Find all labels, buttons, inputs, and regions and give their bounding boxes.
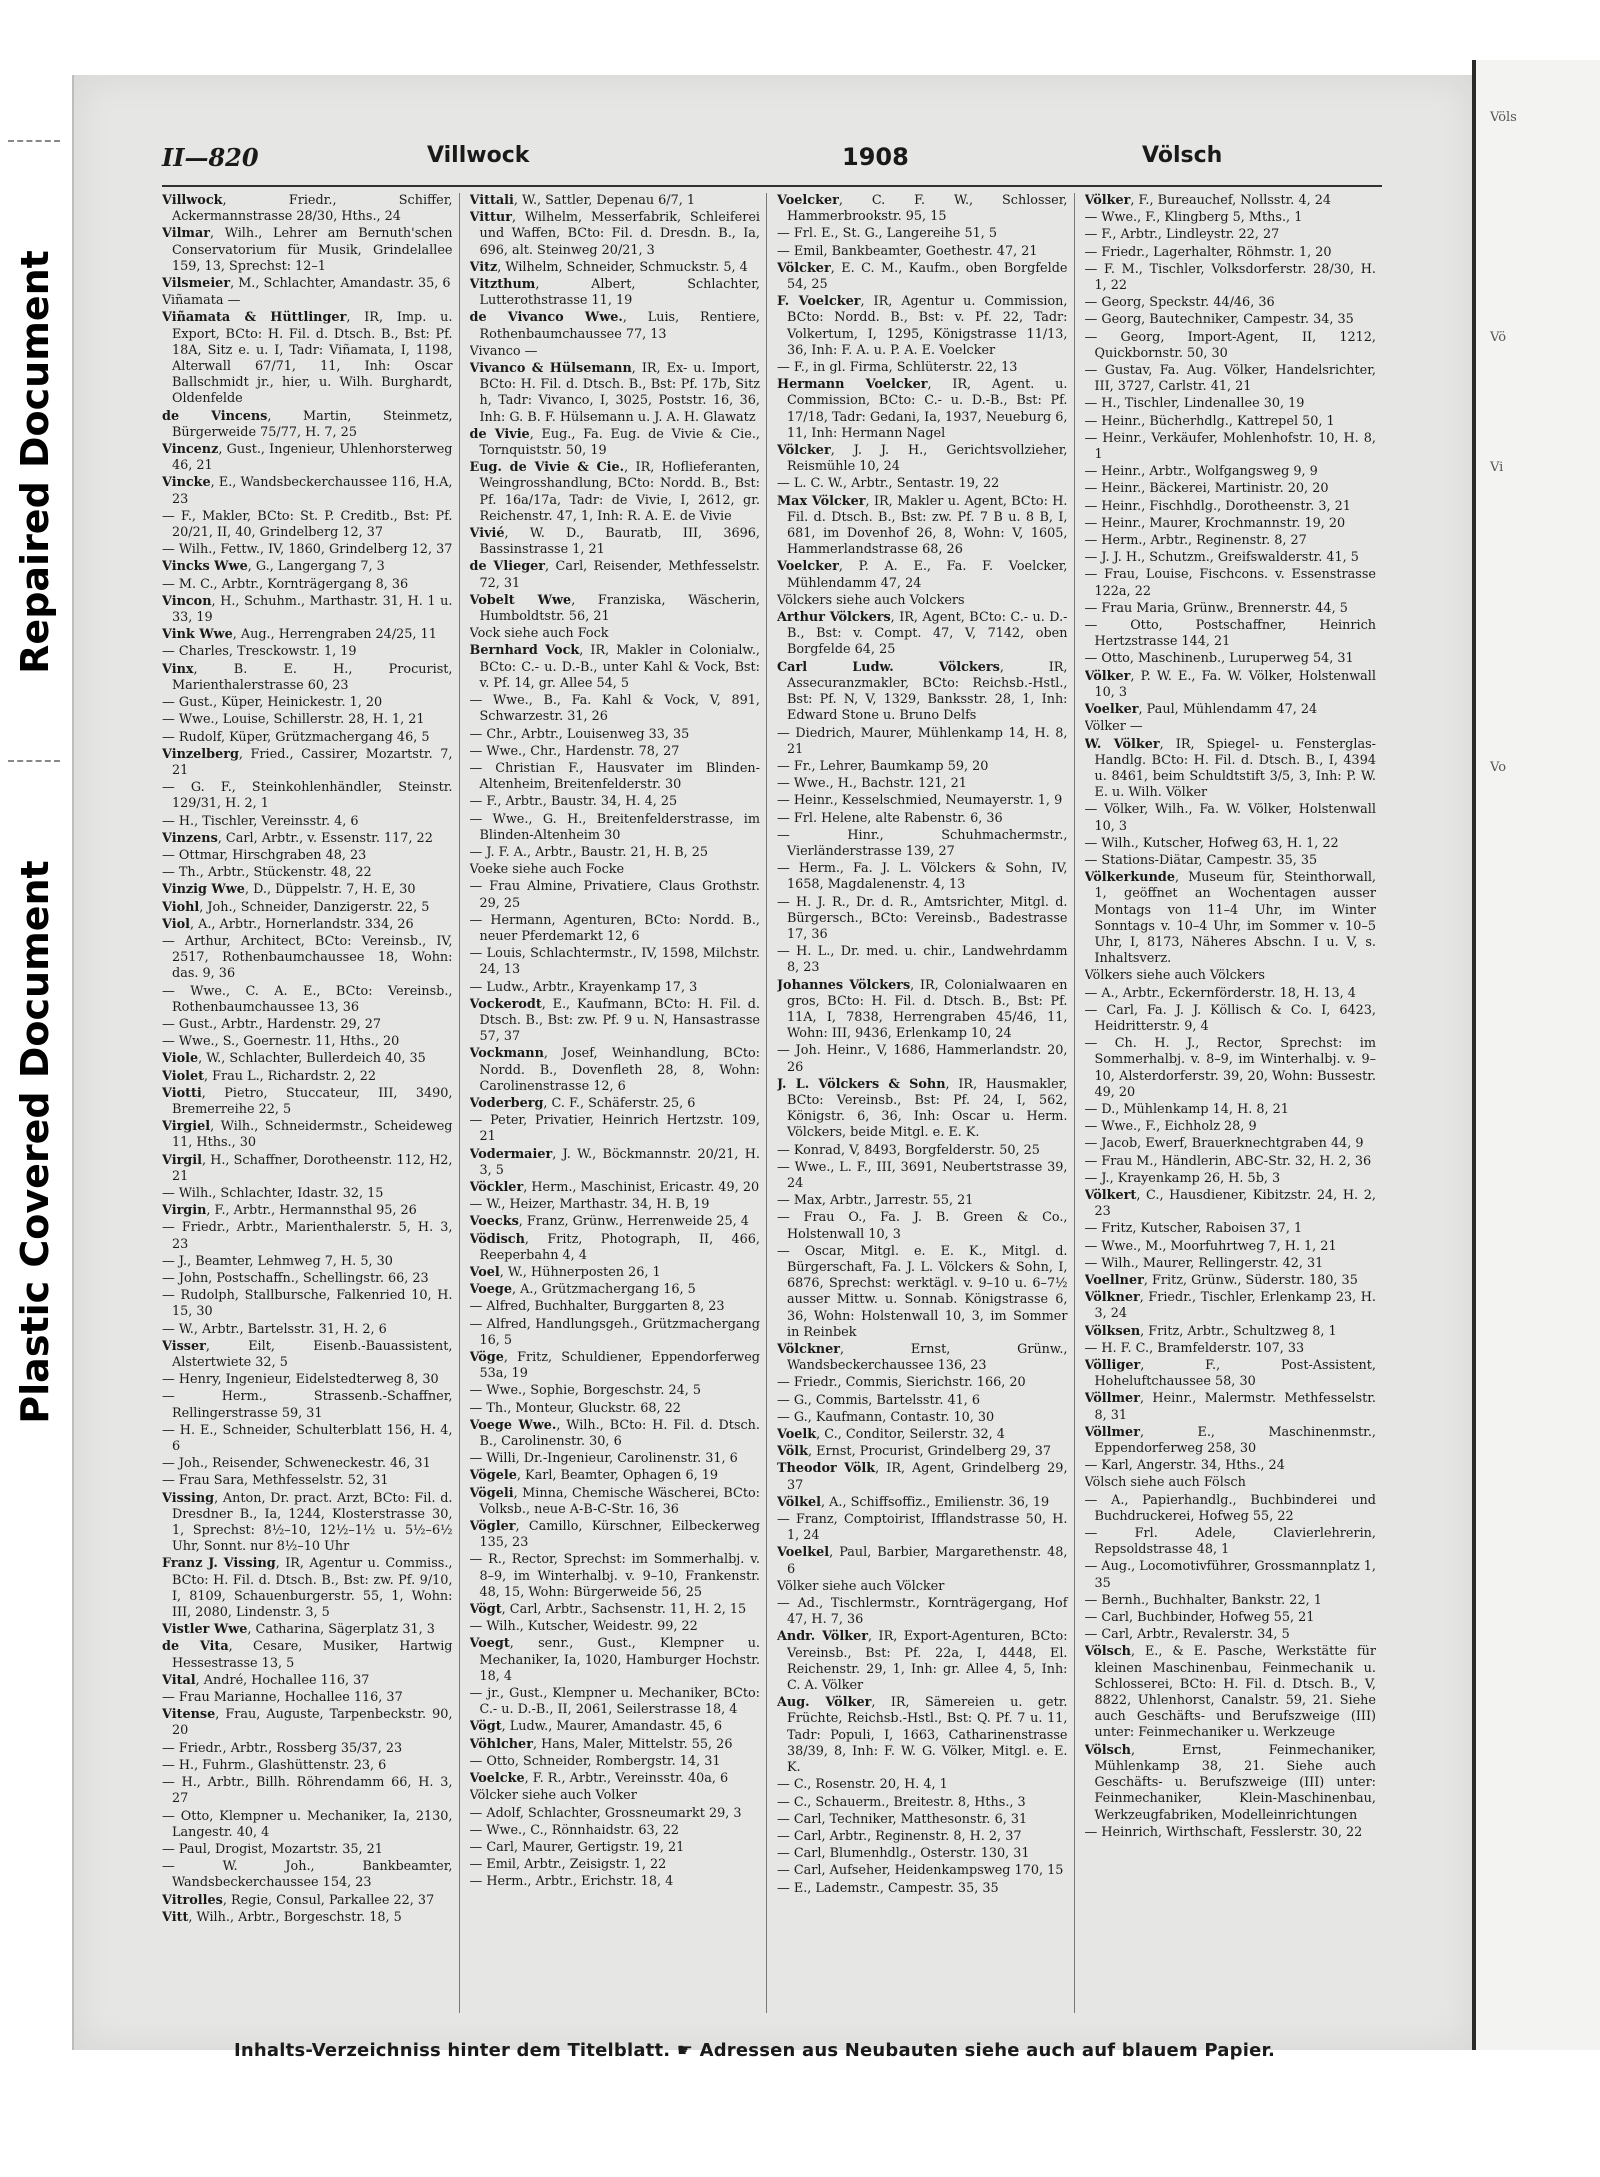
directory-entry: Vitzthum, Albert, Schlachter, Lutterothstrasse 11, 19: [469, 277, 760, 309]
header-first-name: Villwock: [427, 143, 530, 168]
directory-entry: — Adolf, Schlachter, Grossneumarkt 29, 3: [469, 1805, 742, 1821]
directory-entry: Vinzelberg, Fried., Cassirer, Mozartstr. 7, 21: [162, 746, 453, 778]
column-4: [1085, 193, 1383, 2013]
directory-entry: — Friedr., Lagerhalter, Röhmstr. 1, 20: [1084, 244, 1332, 260]
directory-entry: Vodermaier, J. W., Böckmannstr. 20/21, H. 3, 5: [469, 1146, 760, 1178]
adjacent-page-edge: [1472, 60, 1600, 2050]
directory-entry: — Heinr., Kesselschmied, Neumayerstr. 1, 9: [777, 793, 1063, 809]
directory-entry: — Ottmar, Hirschgraben 48, 23: [162, 847, 367, 863]
directory-entry: — Karl, Angerstr. 34, Hths., 24: [1084, 1458, 1285, 1474]
directory-entry: — A., Papierhandlg., Buchbinderei und Buchdruckerei, Hofweg 55, 22: [1084, 1492, 1376, 1524]
directory-entry: — Bernh., Buchhalter, Bankstr. 22, 1: [1084, 1592, 1322, 1608]
directory-entry: — Herm., Arbtr., Reginenstr. 8, 27: [1084, 533, 1307, 549]
directory-entry: Völkel, A., Schiffsoffiz., Emilienstr. 36, 19: [777, 1494, 1050, 1510]
directory-entry: — Rudolph, Stallbursche, Falkenried 10, H. 15, 30: [162, 1288, 453, 1320]
directory-entry: — Otto, Klempner u. Mechaniker, Ia, 2130, Langestr. 40, 4: [162, 1808, 453, 1840]
directory-entry: — Wwe., H., Bachstr. 121, 21: [777, 776, 967, 792]
directory-entry: Vögler, Camillo, Kürschner, Eilbeckerweg 135, 23: [469, 1519, 760, 1551]
directory-entry: Völkert, C., Hausdiener, Kibitzstr. 24, H. 2, 23: [1084, 1187, 1376, 1220]
directory-entry: — Charles, Tresckowstr. 1, 19: [162, 644, 357, 660]
directory-entry: — J. J. H., Schutzm., Greifswalderstr. 41, 5: [1084, 550, 1359, 566]
directory-entry: Vitrolles, Regie, Consul, Parkallee 22, 37: [162, 1892, 435, 1908]
directory-entry: Völlmer, Heinr., Malermstr. Methfesselstr. 8, 31: [1084, 1391, 1376, 1423]
directory-entry: Voeke siehe auch Focke: [469, 862, 625, 878]
directory-entry: Vock siehe auch Fock: [469, 626, 609, 642]
directory-entry: — Völker, Wilh., Fa. W. Völker, Holstenwall 10, 3: [1084, 802, 1376, 834]
directory-entry: — Carl, Fa. J. J. Köllisch & Co. I, 6423, Heidritterstr. 9, 4: [1084, 1002, 1376, 1034]
directory-entry: Vögt, Carl, Arbtr., Sachsenstr. 11, H. 2, 15: [469, 1602, 747, 1618]
directory-entry: — Max, Arbtr., Jarrestr. 55, 21: [777, 1193, 974, 1209]
directory-entry: de Vivie, Eug., Fa. Eug. de Vivie & Cie., Tornquiststr. 50, 19: [469, 426, 760, 459]
directory-entry: — Friedr., Arbtr., Marienthalerstr. 5, H. 3, 23: [162, 1220, 453, 1252]
dash-top: [8, 140, 60, 142]
directory-columns: [162, 193, 1382, 2013]
directory-entry: — Hermann, Agenturen, BCto: Nordd. B., neuer Pferdemarkt 12, 6: [469, 912, 760, 944]
column-2: [470, 193, 768, 2013]
directory-entry: Voelcke, F. R., Arbtr., Vereinsstr. 40a, 6: [469, 1771, 729, 1787]
directory-entry: — Ludw., Arbtr., Krayenkamp 17, 3: [469, 979, 698, 995]
directory-entry: Vögeli, Minna, Chemische Wäscherei, BCto: Volksb., neue A-B-C-Str. 16, 36: [469, 1485, 760, 1517]
directory-entry: — Gust., Küper, Heinickestr. 1, 20: [162, 695, 383, 711]
directory-entry: Viñamata & Hüttlinger, IR, Imp. u. Export, BCto: H. Fil. d. Dtsch. B., Bst: Pf. 18A, Sitz e. u. I, Tadr: Viñamata, I, 1198, Alterwall 67/71, 11, Inh: Oscar Ballschmidt jr., hier, u. Wilh. Burghardt, Oldenfelde: [162, 310, 453, 407]
directory-entry: Max Völcker, IR, Makler u. Agent, BCto: H. Fil. d. Dtsch. B., Bst: zw. Pf. 7 B u. 8 B, I, 681, im Dovenhof 26, 8, Wohn: V, 1605, Hammerlandstrasse 68, 26: [777, 493, 1068, 558]
directory-entry: — H., Tischler, Lindenallee 30, 19: [1084, 396, 1305, 412]
directory-entry: Vistler Wwe, Catharina, Sägerplatz 31, 3: [162, 1622, 435, 1638]
directory-entry: — Diedrich, Maurer, Mühlenkamp 14, H. 8, 21: [777, 725, 1068, 757]
directory-entry: — Gust., Arbtr., Hardenstr. 29, 27: [162, 1016, 382, 1032]
directory-entry: Vitense, Frau, Auguste, Tarpenbeckstr. 90, 20: [162, 1707, 453, 1739]
directory-entry: Völcker, J. J. H., Gerichtsvollzieher, Reismühle 10, 24: [777, 443, 1068, 475]
directory-entry: — F., in gl. Firma, Schlüterstr. 22, 13: [777, 360, 1018, 376]
directory-entry: Vinx, B. E. H., Procurist, Marienthalerstrasse 60, 23: [162, 661, 453, 693]
directory-entry: — Th., Arbtr., Stückenstr. 48, 22: [162, 865, 372, 881]
directory-entry: Vitt, Wilh., Arbtr., Borgeschstr. 18, 5: [162, 1909, 402, 1925]
plastic-covered-label: Plastic Covered Document: [13, 860, 57, 1424]
directory-entry: — Wwe., S., Goernestr. 11, Hths., 20: [162, 1034, 400, 1050]
directory-entry: — L. C. W., Arbtr., Sentastr. 19, 22: [777, 476, 1000, 492]
directory-entry: Völckers siehe auch Volckers: [777, 592, 965, 608]
directory-entry: — H., Fuhrm., Glashüttenstr. 23, 6: [162, 1757, 387, 1773]
directory-entry: Carl Ludw. Völckers, IR, Assecuranzmakler, BCto: Reichsb.-Hstl., Bst: Pf. N, V, 1329, Banksstr. 28, 1, Inh: Edward Stone u. Bruno Delfs: [777, 659, 1068, 724]
directory-entry: — R., Rector, Sprechst: im Sommerhalbj. v. 8–9, im Winterhalbj. v. 9–10, Frankenstr. 48, 15, Wohn: Bürgerweide 56, 25: [469, 1552, 760, 1600]
directory-entry: — H. L., Dr. med. u. chir., Landwehrdamm 8, 23: [777, 944, 1068, 976]
directory-entry: Arthur Völckers, IR, Agent, BCto: C.- u. D.-B., Bst: v. Compt. 47, V, 7142, oben Borgfelde 64, 25: [777, 610, 1068, 658]
directory-entry: Voege, A., Grützmachergang 16, 5: [469, 1282, 696, 1298]
directory-entry: — Heinrich, Wirthschaft, Fesslerstr. 30, 22: [1084, 1824, 1363, 1840]
directory-entry: Vobelt Wwe, Franziska, Wäscherin, Humboldtstr. 56, 21: [469, 592, 760, 625]
directory-entry: Eug. de Vivie & Cie., IR, Hoflieferanten, Weingrosshandlung, BCto: Nordd. B., Bst: Pf. 16a/17a, Tadr: de Vivie, I, 2612, gr. Reichenstr. 47, 1, Inh: R. A. E. de Vivie: [469, 460, 760, 524]
directory-entry: Völckner, Ernst, Grünw., Wandsbeckerchaussee 136, 23: [777, 1342, 1068, 1374]
directory-entry: — Frl. Adele, Clavierlehrerin, Repsoldstrasse 48, 1: [1084, 1526, 1376, 1558]
column-3: [777, 193, 1075, 2013]
directory-entry: Virgil, H., Schaffner, Dorotheenstr. 112, H2, 21: [162, 1152, 453, 1184]
directory-entry: F. Voelcker, IR, Agentur u. Commission, BCto: Nordd. B., Bst: v. Pf. 22, Tadr: Volkertum, I, 1295, Königstrasse 11/13, 36, Inh: F. A. u. P. A. E. Voelcker: [777, 294, 1068, 358]
directory-entry: Vinzens, Carl, Arbtr., v. Essenstr. 117, 22: [162, 830, 433, 846]
edge-mark-4: Vo: [1490, 760, 1507, 775]
directory-entry: — Peter, Privatier, Heinrich Hertzstr. 109, 21: [469, 1113, 760, 1145]
directory-entry: Johannes Völckers, IR, Colonialwaaren en gros, BCto: H. Fil. d. Dtsch. B., Bst: Pf. 11A, I, 7838, Herrengraben 45/46, 11, Wohn: III, 9436, Erlenkamp 10, 24: [777, 977, 1068, 1042]
directory-entry: — Wwe., L. F., III, 3691, Neubertstrasse 39, 24: [777, 1159, 1068, 1191]
directory-entry: — Otto, Postschaffner, Heinrich Hertzstrasse 144, 21: [1084, 618, 1376, 650]
directory-entry: Völker, F., Bureauchef, Nollsstr. 4, 24: [1084, 193, 1332, 208]
directory-entry: de Vlieger, Carl, Reisender, Methfesselstr. 72, 31: [469, 559, 761, 591]
directory-entry: — H., Arbtr., Billh. Röhrendamm 66, H. 3, 27: [162, 1775, 453, 1807]
directory-entry: Virgiel, Wilh., Schneidermstr., Scheideweg 11, Hths., 30: [162, 1119, 453, 1151]
directory-entry: Völsch, E., & E. Pasche, Werkstätte für kleinen Maschinenbau, Feinmechanik u. Schlosserei, BCto: H. Fil. d. Dtsch. B., V, 8822, Uhlenhorst, Canalstr. 59, 21. Siehe auch Geschäfts- und Berufszweige (III) unter: Feinmechaniker u. Werkzeuge: [1084, 1644, 1376, 1741]
directory-entry: Franz J. Vissing, IR, Agentur u. Commiss., BCto: H. Fil. d. Dtsch. B., Bst: zw. Pf. 9/10, I, 8109, Schauenburgerstr. 55, 1, Wohn: III, 2080, Lindenstr. 3, 5: [162, 1556, 453, 1621]
directory-entry: Viohl, Joh., Schneider, Danzigerstr. 22, 5: [162, 899, 430, 915]
page-header: [162, 143, 1392, 185]
page-number: II—820: [162, 143, 259, 172]
directory-entry: Voelker, Paul, Mühlendamm 47, 24: [1084, 702, 1318, 718]
directory-entry: Vivié, W. D., Bauratb, III, 3696, Bassinstrasse 1, 21: [469, 526, 760, 558]
directory-entry: Vissing, Anton, Dr. pract. Arzt, BCto: Fil. d. Dresdner B., Ia, 1244, Klosterstrasse 30, 1, Sprechst: 8½–10, 12½–1½ u. 5½–6½ Uhr, Sonnt. nur 8½–10 Uhr: [162, 1490, 453, 1555]
directory-entry: — Chr., Arbtr., Louisenweg 33, 35: [469, 726, 690, 742]
directory-entry: Völliger, F., Post-Assistent, Hoheluftchaussee 58, 30: [1084, 1358, 1376, 1390]
directory-entry: Vödisch, Fritz, Photograph, II, 466, Reeperbahn 4, 4: [469, 1231, 760, 1263]
directory-entry: Vivanco —: [469, 343, 538, 359]
directory-entry: — W., Arbtr., Bartelsstr. 31, H. 2, 6: [162, 1321, 387, 1337]
directory-entry: — F., Arbtr., Lindleystr. 22, 27: [1084, 227, 1280, 243]
directory-entry: Viñamata —: [162, 293, 241, 309]
repaired-document-label: Repaired Document: [13, 250, 57, 674]
directory-entry: — H. F. C., Bramfelderstr. 107, 33: [1084, 1340, 1305, 1356]
directory-entry: — Wilh., Schlachter, Idastr. 32, 15: [162, 1185, 384, 1201]
directory-entry: Voellner, Fritz, Grünw., Süderstr. 180, 35: [1084, 1273, 1358, 1288]
directory-entry: Vöckler, Herm., Maschinist, Ericastr. 49, 20: [469, 1179, 760, 1195]
directory-entry: Vittali, W., Sattler, Depenau 6/7, 1: [469, 193, 696, 208]
directory-entry: — Alfred, Buchhalter, Burggarten 8, 23: [469, 1299, 725, 1315]
directory-entry: — Carl, Blumenhdlg., Osterstr. 130, 31: [777, 1846, 1030, 1862]
directory-entry: — Friedr., Arbtr., Rossberg 35/37, 23: [162, 1740, 403, 1756]
directory-entry: — J. F. A., Arbtr., Baustr. 21, H. B, 25: [469, 844, 709, 860]
directory-entry: Vilsmeier, M., Schlachter, Amandastr. 35, 6: [162, 276, 451, 292]
directory-entry: Hermann Voelcker, IR, Agent. u. Commission, BCto: C.- u. D.-B., Bst: Pf. 17/18, Tadr: Gedani, Ia, 1937, Neueburg 6, 11, Inh: Hermann Nagel: [777, 377, 1068, 441]
directory-entry: Vivanco & Hülsemann, IR, Ex- u. Import, BCto: H. Fil. d. Dtsch. B., Bst: Pf. 17b, Sitz h, Tadr: Vivanco, I, 3025, Poststr. 16, 36, Inh: G. B. F. Hülsemann u. J. A. H. Glawatz: [469, 361, 760, 425]
directory-entry: Aug. Völker, IR, Sämereien u. getr. Früchte, Reichsb.-Hstl., Bst: Q. Pf. 7 u. 11, Tadr: Populi, I, 1663, Catharinenstrasse 38/39, 8, Inh: F. W. G. Völker, Mitgl. e. E. K.: [777, 1695, 1068, 1776]
directory-entry: — Heinr., Arbtr., Wolfgangsweg 9, 9: [1084, 464, 1318, 480]
directory-entry: Voege Wwe., Wilh., BCto: H. Fil. d. Dtsch. B., Carolinenstr. 30, 6: [469, 1417, 760, 1450]
directory-entry: Vital, André, Hochallee 116, 37: [162, 1672, 370, 1688]
directory-entry: Violet, Frau L., Richardstr. 2, 22: [162, 1068, 376, 1084]
directory-entry: — Wilh., Fettw., IV, 1860, Grindelberg 12, 37: [162, 542, 453, 558]
directory-entry: — Herm., Fa. J. L. Völckers & Sohn, IV, 1658, Magdalenenstr. 4, 13: [777, 861, 1068, 893]
directory-entry: Voelcker, C. F. W., Schlosser, Hammerbrookstr. 95, 15: [777, 193, 1068, 225]
directory-entry: — C., Rosenstr. 20, H. 4, 1: [777, 1777, 948, 1793]
directory-entry: — Heinr., Bücherhdlg., Kattrepel 50, 1: [1084, 413, 1335, 429]
directory-entry: Villwock, Friedr., Schiffer, Ackermannstrasse 28/30, Hths., 24: [162, 193, 453, 225]
directory-entry: — Arthur, Architect, BCto: Vereinsb., IV, 2517, Rothenbaumchaussee 18, Wohn: das. 9, 36: [162, 933, 453, 982]
directory-entry: — Carl, Maurer, Gertigstr. 19, 21: [469, 1839, 685, 1855]
directory-entry: Vincke, E., Wandsbeckerchaussee 116, H.A, 23: [162, 475, 453, 507]
directory-entry: — Frau Almine, Privatiere, Claus Grothstr. 29, 25: [469, 879, 760, 911]
header-last-name: Völsch: [1142, 143, 1223, 168]
directory-entry: — F., Arbtr., Baustr. 34, H. 4, 25: [469, 794, 678, 810]
directory-entry: — C., Schauerm., Breitestr. 8, Hths., 3: [777, 1794, 1026, 1810]
directory-entry: Völkerkunde, Museum für, Steinthorwall, 1, geöffnet an Wochentagen ausser Montags von 11–4 Uhr, im Winter Sonntags v. 10–4 Uhr, im Sommer v. 10–5 Uhr, I, 8173, Näheres Abschn. I u. V, s. Inhaltsverz.: [1084, 870, 1376, 967]
column-1: [162, 193, 460, 2013]
directory-entry: — Frau, Louise, Fischcons. v. Essenstrasse 122a, 22: [1084, 567, 1376, 599]
directory-entry: — Herm., Arbtr., Erichstr. 18, 4: [469, 1874, 674, 1890]
directory-entry: — Franz, Comptoirist, Ifflandstrasse 50, H. 1, 24: [777, 1512, 1068, 1544]
directory-entry: — Konrad, V, 8493, Borgfelderstr. 50, 25: [777, 1142, 1040, 1158]
directory-entry: — Wilh., Kutscher, Hofweg 63, H. 1, 22: [1084, 835, 1339, 851]
directory-entry: — Frau Maria, Grünw., Brennerstr. 44, 5: [1084, 600, 1348, 616]
directory-entry: — Hinr., Schuhmachermstr., Vierländerstrasse 139, 27: [777, 827, 1068, 859]
directory-entry: — Ch. H. J., Rector, Sprechst: im Sommerhalbj. v. 8–9, im Winterhalbj. v. 9–10, Alsterdorferstr. 39, 20, Wohn: Bussestr. 49, 20: [1084, 1036, 1376, 1100]
directory-entry: — W. Joh., Bankbeamter, Wandsbeckerchaussee 154, 23: [162, 1859, 453, 1891]
directory-entry: Völkner, Friedr., Tischler, Erlenkamp 23, H. 3, 24: [1084, 1290, 1376, 1322]
page-footer: Inhalts-Verzeichniss hinter dem Titelblatt. ☛ Adressen aus Neubauten siehe auch auf blauem Papier.: [234, 2040, 1276, 2061]
directory-entry: — J., Beamter, Lehmweg 7, H. 5, 30: [162, 1253, 393, 1269]
directory-entry: — Wwe., Sophie, Borgeschstr. 24, 5: [469, 1383, 702, 1399]
directory-entry: Andr. Völker, IR, Export-Agenturen, BCto: Vereinsb., Bst: Pf. 22a, I, 4448, El. Reichenstr. 29, 1, Inh: gr. Allee 4, 5, Inh: C. A. Völker: [777, 1629, 1068, 1694]
directory-entry: — Ad., Tischlermstr., Kornträgergang, Hof 47, H. 7, 36: [777, 1596, 1068, 1628]
directory-entry: — Georg, Bautechniker, Campestr. 34, 35: [1084, 312, 1354, 328]
header-rule: [162, 185, 1382, 187]
directory-entry: Vink Wwe, Aug., Herrengraben 24/25, 11: [162, 627, 437, 643]
directory-entry: — Georg, Import-Agent, II, 1212, Quickbornstr. 50, 30: [1084, 329, 1376, 361]
directory-entry: — Frl. Helene, alte Rabenstr. 6, 36: [777, 810, 1003, 826]
directory-entry: Voel, W., Hühnerposten 26, 1: [469, 1265, 661, 1280]
directory-entry: — Frau Sara, Methfesselstr. 52, 31: [162, 1473, 389, 1489]
edge-mark-3: Vi: [1490, 460, 1504, 475]
directory-entry: Vögele, Karl, Beamter, Ophagen 6, 19: [469, 1468, 719, 1484]
directory-entry: — Frl. E., St. G., Langereihe 51, 5: [777, 226, 998, 242]
directory-entry: — Jacob, Ewerf, Brauerknechtgraben 44, 9: [1084, 1136, 1364, 1152]
directory-entry: — Th., Monteur, Gluckstr. 68, 22: [469, 1400, 681, 1416]
directory-entry: Visser, Eilt, Eisenb.-Bauassistent, Alstertwiete 32, 5: [162, 1338, 453, 1371]
directory-entry: — Emil, Bankbeamter, Goethestr. 47, 21: [777, 243, 1038, 259]
directory-entry: Vinzig Wwe, D., Düppelstr. 7, H. E, 30: [162, 882, 416, 898]
directory-entry: Völk, Ernst, Procurist, Grindelberg 29, 37: [777, 1444, 1051, 1460]
directory-entry: Viol, A., Arbtr., Hornerlandstr. 334, 26: [162, 916, 414, 932]
directory-entry: Vögt, Ludw., Maurer, Amandastr. 45, 6: [469, 1719, 723, 1735]
directory-entry: — Heinr., Verkäufer, Mohlenhofstr. 10, H. 8, 1: [1084, 430, 1376, 463]
directory-entry: — Carl, Buchbinder, Hofweg 55, 21: [1084, 1610, 1315, 1626]
directory-entry: — Wwe., F., Eichholz 28, 9: [1084, 1119, 1257, 1135]
directory-entry: — Aug., Locomotivführer, Grossmannplatz 1, 35: [1084, 1559, 1376, 1591]
directory-entry: — John, Postschaffn., Schellingstr. 66, 23: [162, 1271, 429, 1286]
directory-entry: Völcker, E. C. M., Kaufm., oben Borgfelde 54, 25: [777, 260, 1068, 293]
directory-entry: — Louis, Schlachtermstr., IV, 1598, Milchstr. 24, 13: [469, 946, 760, 978]
directory-entry: — Wwe., B., Fa. Kahl & Vock, V, 891, Schwarzestr. 31, 26: [469, 693, 760, 725]
directory-entry: — Wwe., C. A. E., BCto: Vereinsb., Rothenbaumchaussee 13, 36: [162, 983, 453, 1015]
directory-entry: Bernhard Vock, IR, Makler in Colonialw., BCto: C.- u. D.-B., unter Kahl & Vock, Bst: v. Pf. 14, gr. Allee 54, 5: [469, 643, 760, 691]
directory-entry: — M. C., Arbtr., Kornträgergang 8, 36: [162, 576, 409, 592]
directory-entry: — Wwe., Louise, Schillerstr. 28, H. 1, 21: [162, 712, 425, 728]
directory-entry: Vittur, Wilhelm, Messerfabrik, Schleiferei und Waffen, BCto: Fil. d. Dresdn. B., Ia, 696, alt. Steinweg 20/21, 3: [469, 210, 760, 258]
edge-mark-2: Vö: [1490, 330, 1507, 345]
directory-entry: — G., Kaufmann, Contastr. 10, 30: [777, 1409, 995, 1425]
directory-entry: — Henry, Ingenieur, Eidelstedterweg 8, 30: [162, 1372, 439, 1388]
directory-entry: Vincenz, Gust., Ingenieur, Uhlenhorsterweg 46, 21: [162, 442, 453, 474]
directory-entry: — Wilh., Maurer, Rellingerstr. 42, 31: [1084, 1255, 1324, 1271]
directory-entry: — Georg, Speckstr. 44/46, 36: [1084, 295, 1275, 311]
directory-entry: — Otto, Maschinenb., Luruperweg 54, 31: [1084, 651, 1354, 667]
directory-entry: — Otto, Schneider, Rombergstr. 14, 31: [469, 1753, 721, 1769]
directory-entry: — D., Mühlenkamp 14, H. 8, 21: [1084, 1101, 1289, 1117]
directory-entry: — Wwe., Chr., Hardenstr. 78, 27: [469, 743, 680, 759]
directory-entry: — Wilh., Kutscher, Weidestr. 99, 22: [469, 1619, 698, 1635]
directory-page: [72, 75, 1474, 2061]
directory-entry: Völsch siehe auch Fölsch: [1084, 1475, 1246, 1491]
directory-entry: Vincks Wwe, G., Langergang 7, 3: [162, 559, 385, 575]
directory-entry: Vockerodt, E., Kaufmann, BCto: H. Fil. d. Dtsch. B., Bst: zw. Pf. 9 u. N, Hansastrasse 57, 37: [469, 996, 760, 1045]
directory-entry: Theodor Völk, IR, Agent, Grindelberg 29, 37: [777, 1461, 1068, 1493]
directory-entry: — Heinr., Bäckerei, Martinistr. 20, 20: [1084, 481, 1329, 497]
directory-entry: Völsch, Ernst, Feinmechaniker, Mühlenkamp 38, 21. Siehe auch Geschäfts- u. Berufszweige (III) unter: Feinmechaniker, Klein-Maschinenbau, Werkzeugfabriken, Modelleinrichtungen: [1084, 1742, 1376, 1823]
directory-entry: — J., Krayenkamp 26, H. 5b, 3: [1084, 1170, 1281, 1186]
directory-entry: — Fr., Lehrer, Baumkamp 59, 20: [777, 758, 989, 774]
directory-entry: de Vita, Cesare, Musiker, Hartwig Hessestrasse 13, 5: [162, 1639, 453, 1671]
directory-entry: — Christian F., Hausvater im Blinden-Altenheim, Breitenfelderstr. 30: [469, 760, 760, 793]
directory-entry: — Friedr., Commis, Sierichstr. 166, 20: [777, 1375, 1026, 1391]
directory-entry: W. Völker, IR, Spiegel- u. Fensterglas-Handlg. BCto: H. Fil. d. Dtsch. B., I, 4394 u. 8461, beim Schuldtstift 3/5, 3, Inh: P. W. E. u. Wilh. Völker: [1084, 736, 1376, 801]
directory-entry: — Heinr., Fischhdlg., Dorotheenstr. 3, 21: [1084, 498, 1351, 514]
directory-entry: — Gustav, Fa. Aug. Völker, Handelsrichter, III, 3727, Carlstr. 41, 21: [1084, 363, 1376, 395]
directory-entry: — E., Lademstr., Campestr. 35, 35: [777, 1880, 999, 1896]
directory-entry: — Frau O., Fa. J. B. Green & Co., Holstenwall 10, 3: [777, 1210, 1068, 1242]
directory-entry: Voelcker, P. A. E., Fa. F. Voelcker, Mühlendamm 47, 24: [777, 559, 1068, 591]
directory-entry: Vilmar, Wilh., Lehrer am Bernuth'schen Conservatorium für Musik, Grindelallee 159, 13, Sprechst: 12–1: [162, 226, 453, 274]
directory-entry: — Carl, Arbtr., Reginenstr. 8, H. 2, 37: [777, 1828, 1022, 1844]
directory-entry: Vöhlcher, Hans, Maler, Mittelstr. 55, 26: [469, 1736, 733, 1752]
directory-entry: — Joh., Reisender, Schweneckestr. 46, 31: [162, 1456, 431, 1472]
edge-mark-1: Völs: [1490, 110, 1517, 125]
side-label-strip: [0, 120, 70, 1424]
directory-entry: Völkers siehe auch Völckers: [1084, 968, 1265, 984]
directory-entry: — Heinr., Maurer, Krochmannstr. 19, 20: [1084, 515, 1346, 531]
header-year: 1908: [842, 143, 909, 171]
directory-entry: — Alfred, Handlungsgeh., Grützmachergang 16, 5: [469, 1316, 760, 1348]
directory-entry: — Wwe., M., Moorfuhrtweg 7, H. 1, 21: [1084, 1238, 1337, 1254]
directory-entry: Völlmer, E., Maschinenmstr., Eppendorferweg 258, 30: [1084, 1424, 1376, 1457]
directory-entry: Vitz, Wilhelm, Schneider, Schmuckstr. 5, 4: [469, 259, 748, 275]
directory-entry: Vincon, H., Schuhm., Marthastr. 31, H. 1 u. 33, 19: [162, 593, 453, 626]
directory-entry: J. L. Völckers & Sohn, IR, Hausmakler, BCto: Vereinsb., Bst: Pf. 24, I, 562, Königstr. 6, 36, Inh: Oscar u. Herm. Völckers, beide Mitgl. e. E. K.: [777, 1076, 1068, 1141]
dash-middle: [8, 760, 60, 762]
directory-entry: — Wwe., F., Klingberg 5, Mths., 1: [1084, 210, 1303, 226]
directory-entry: de Vivanco Wwe., Luis, Rentiere, Rothenbaumchaussee 77, 13: [469, 310, 760, 342]
directory-entry: — Stations-Diätar, Campestr. 35, 35: [1084, 852, 1318, 868]
directory-entry: — Carl, Techniker, Matthesonstr. 6, 31: [777, 1811, 1028, 1827]
directory-entry: — Joh. Heinr., V, 1686, Hammerlandstr. 20, 26: [777, 1043, 1068, 1075]
directory-entry: — Wwe., G. H., Breitenfelderstrasse, im Blinden-Altenheim 30: [469, 811, 760, 843]
directory-entry: — Oscar, Mitgl. e. E. K., Mitgl. d. Bürgerschaft, Fa. J. L. Völckers & Sohn, I, 6876, Sprechst: werktägl. v. 9–10 u. 6–7½ ausser Mittw. u. Sonnab. Königstrasse 6, 36, Wohn: Holstenwall 10, 3, im Sommer in Reinbek: [777, 1243, 1068, 1340]
directory-entry: — Rudolf, Küper, Grützmachergang 46, 5: [162, 729, 430, 745]
directory-entry: — Fritz, Kutscher, Raboisen 37, 1: [1084, 1221, 1303, 1237]
directory-entry: — Wwe., C., Rönnhaidstr. 63, 22: [469, 1822, 680, 1838]
directory-entry: Völcker siehe auch Volker: [469, 1788, 637, 1804]
directory-entry: Vockmann, Josef, Weinhandlung, BCto: Nordd. B., Dovenfleth 28, 8, Wohn: Carolinenstrasse 12, 6: [469, 1046, 760, 1094]
directory-entry: Voegt, senr., Gust., Klempner u. Mechaniker, Ia, 1020, Hamburger Hochstr. 18, 4: [469, 1636, 760, 1684]
directory-entry: — F. M., Tischler, Volksdorferstr. 28/30, H. 1, 22: [1084, 261, 1376, 294]
directory-entry: — Frau M., Händlerin, ABC-Str. 32, H. 2, 36: [1084, 1153, 1372, 1169]
directory-entry: — Herm., Strassenb.-Schaffner, Rellingerstrasse 59, 31: [162, 1389, 453, 1421]
directory-entry: — Carl, Arbtr., Revalerstr. 34, 5: [1084, 1627, 1290, 1643]
directory-entry: — F., Makler, BCto: St. P. Creditb., Bst: Pf. 20/21, II, 40, Grindelberg 12, 37: [162, 508, 453, 541]
directory-entry: — H. E., Schneider, Schulterblatt 156, H. 4, 6: [162, 1422, 453, 1455]
directory-entry: — Paul, Drogist, Mozartstr. 35, 21: [162, 1841, 383, 1857]
directory-entry: — Frau Marianne, Hochallee 116, 37: [162, 1690, 403, 1706]
directory-entry: — Carl, Aufseher, Heidenkampsweg 170, 15: [777, 1863, 1064, 1879]
directory-entry: — jr., Gust., Klempner u. Mechaniker, BCto: C.- u. D.-B., II, 2061, Seilerstrasse 18, 4: [469, 1686, 760, 1718]
directory-entry: — G., Commis, Bartelsstr. 41, 6: [777, 1392, 981, 1408]
directory-entry: de Vincens, Martin, Steinmetz, Bürgerweide 75/77, H. 7, 25: [162, 408, 453, 440]
directory-entry: Völksen, Fritz, Arbtr., Schultzweg 8, 1: [1084, 1323, 1337, 1339]
directory-entry: — W., Heizer, Marthastr. 34, H. B, 19: [469, 1197, 710, 1213]
directory-entry: Völker —: [1084, 719, 1143, 735]
directory-entry: — Emil, Arbtr., Zeisigstr. 1, 22: [469, 1857, 667, 1873]
directory-entry: Viotti, Pietro, Stuccateur, III, 3490, Bremerreihe 22, 5: [162, 1085, 453, 1117]
directory-entry: Voecks, Franz, Grünw., Herrenweide 25, 4: [469, 1214, 749, 1230]
directory-entry: Virgin, F., Arbtr., Hermannsthal 95, 26: [162, 1203, 417, 1219]
directory-entry: — H. J. R., Dr. d. R., Amtsrichter, Mitgl. d. Bürgersch., BCto: Vereinsb., Badestrasse 17, 36: [777, 894, 1068, 942]
directory-entry: — Willi, Dr.-Ingenieur, Carolinenstr. 31, 6: [469, 1451, 738, 1467]
directory-entry: — A., Arbtr., Eckernförderstr. 18, H. 13, 4: [1084, 985, 1356, 1001]
directory-entry: Voderberg, C. F., Schäferstr. 25, 6: [469, 1095, 696, 1111]
directory-entry: — G. F., Steinkohlenhändler, Steinstr. 129/31, H. 2, 1: [162, 780, 453, 812]
directory-entry: Voelk, C., Conditor, Seilerstr. 32, 4: [777, 1427, 1005, 1443]
directory-entry: Völker siehe auch Völcker: [777, 1578, 945, 1594]
directory-entry: Völker, P. W. E., Fa. W. Völker, Holstenwall 10, 3: [1084, 668, 1376, 700]
directory-entry: Voelkel, Paul, Barbier, Margarethenstr. 48, 6: [777, 1545, 1068, 1577]
directory-entry: — H., Tischler, Vereinsstr. 4, 6: [162, 813, 359, 829]
directory-entry: Viole, W., Schlachter, Bullerdeich 40, 35: [162, 1051, 426, 1067]
directory-entry: Vöge, Fritz, Schuldiener, Eppendorferweg 53a, 19: [469, 1350, 760, 1382]
